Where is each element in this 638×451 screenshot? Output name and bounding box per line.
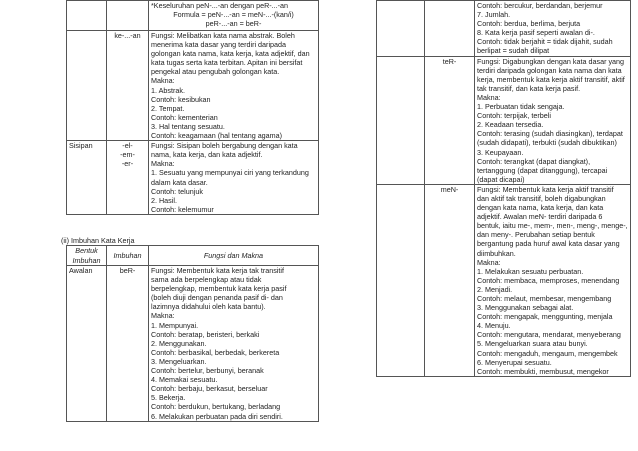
text-line: 2. Menjadi. (477, 284, 513, 294)
text-line: 3. Keupayaan. (477, 147, 524, 157)
text-line: peR-...-an = beR- (205, 19, 262, 29)
header-imbuhan: Imbuhan (107, 246, 149, 266)
text-line: *Keseluruhan peN-...-an dengan peR-...-an (151, 1, 289, 10)
table-row (67, 266, 319, 422)
text-line: 6. Melakukan perbuatan pada diri sendiri. (151, 411, 283, 421)
text-line: berpelengkap, membentuk kata kerja pasif (151, 284, 287, 294)
right-continuation-table (376, 0, 631, 377)
imbuhan-label: -er- (121, 159, 134, 169)
text-line: 1. Melakukan sesuatu perbuatan. (477, 266, 584, 276)
text-line: lazimnya didahului oleh kata bantu). (151, 302, 266, 312)
imbuhan-cell (425, 184, 475, 376)
table-row (67, 141, 319, 215)
text-line: 2. Keadaan tersedia. (477, 120, 544, 130)
text-line: dan meny-. Perubahan setiap bentuk (477, 230, 595, 240)
imbuhan-label: beR- (119, 266, 136, 275)
imbuhan-cell (425, 1, 475, 57)
text-line: 3. Hal tentang sesuatu. (151, 121, 225, 131)
fungsi-makna-cell (475, 184, 631, 376)
fungsi-makna-cell (149, 141, 319, 215)
text-line: Contoh: berdua, berlima, berjuta (477, 19, 581, 29)
text-line: Contoh: terangkat (dapat diangkat), (477, 156, 591, 166)
text-line: adjektif. Awalan meN- terdiri daripada 6 (477, 212, 603, 222)
header-bentuk-imbuhan (67, 246, 107, 266)
text-line: 5. Bekerja. (151, 393, 186, 403)
text-line: Fungsi: Melibatkan kata nama abstrak. Boleh (151, 31, 295, 40)
text-line: Contoh: berdukun, bertukang, berladang (151, 402, 281, 412)
text-line: Contoh: mengaduh, mengaum, mengembek (477, 348, 618, 358)
imbuhan-label: -em- (120, 150, 135, 160)
text-line: Contoh: kementerian (151, 112, 218, 122)
text-line: 1. Mempunyai. (151, 320, 199, 330)
imbuhan-cell (425, 56, 475, 184)
text-line: Fungsi: Sisipan boleh bergabung dengan kata (151, 141, 298, 151)
text-line: 1. Perbuatan tidak sengaja. (477, 102, 565, 112)
text-line: diimbuhkan. (477, 248, 516, 258)
jenis-label: Sisipan (69, 141, 93, 151)
text-line: bentuk, iaitu me-, mem-, men-, meng-, menge-, (477, 221, 628, 231)
text-line: 1. Abstrak. (151, 85, 185, 95)
table-row (67, 31, 319, 141)
text-line: Contoh: bercukur, berdandan, berjemur (477, 1, 603, 10)
imbuhan-label: -el- (122, 141, 133, 151)
text-line: dan aktif tak transitif, boleh digabungkan (477, 193, 606, 203)
text-line: Fungsi: Membentuk kata kerja tak transitif (151, 266, 285, 275)
text-line: 2. Tempat. (151, 103, 185, 113)
text-line: Makna: (477, 92, 501, 102)
kata-kerja-table (66, 245, 319, 422)
imbuhan-cell (107, 266, 149, 422)
imbuhan-label: ke-...-an (114, 31, 141, 40)
imbuhan-label: meN- (440, 184, 459, 194)
text-line: tertanggung (dapat ditanggung), tercapai (477, 165, 608, 175)
text-line: (boleh diuji dengan penanda pasif di- dan (151, 293, 283, 303)
imbuhan-cell (107, 31, 149, 141)
table-row (377, 184, 631, 376)
text-line: Contoh: bertelur, berbunyi, beranak (151, 366, 264, 376)
text-line: 5. Mengeluarkan suara atau bunyi. (477, 339, 588, 349)
text-line: Contoh: mengutara, mendarat, menyeberang (477, 330, 621, 340)
text-line: Contoh: terpijak, terbeli (477, 111, 551, 121)
text-line: 8. Kata kerja pasif seperti awalan di-. (477, 28, 595, 38)
text-line: 3. Menggunakan sebagai alat. (477, 303, 574, 313)
text-line: Makna: (477, 257, 501, 267)
text-line: Contoh: kelemumur (151, 204, 214, 214)
text-line: Makna: (151, 311, 175, 321)
text-line: bergantung pada huruf awal kata dasar yang (477, 239, 620, 249)
text-line: Contoh: beratap, beristeri, berkaki (151, 329, 260, 339)
left-continuation-table (66, 0, 319, 215)
text-line: 4. Memakai sesuatu. (151, 375, 218, 385)
fungsi-makna-cell (149, 1, 319, 31)
section-caption: (ii) Imbuhan Kata Kerja (61, 236, 135, 245)
imbuhan-cell (107, 1, 149, 31)
header-fungsi-makna: Fungsi dan Makna (149, 246, 319, 266)
table-row (377, 56, 631, 184)
text-line: menerima kata dasar yang terdiri daripada (151, 40, 287, 50)
text-line: kata tugas serta kata terbitan. Apitan ini bersifat (151, 58, 303, 68)
text-line: 3. Mengeluarkan. (151, 356, 207, 366)
jenis-cell (377, 56, 425, 184)
text-line: Contoh: berbaju, berkasut, berseluar (151, 384, 268, 394)
text-line: 1. Sesuatu yang mempunyai ciri yang terkandung (151, 168, 309, 178)
text-line: (dapat dicapai) (477, 174, 525, 184)
table-row (67, 1, 319, 31)
fungsi-makna-cell (475, 1, 631, 57)
text-line: berlipat = sudah dilipat (477, 46, 550, 56)
text-line: Makna: (151, 159, 175, 169)
text-line: 4. Menuju. (477, 321, 511, 331)
text-line: Makna: (151, 76, 175, 86)
text-line: 6. Menyerupai sesuatu. (477, 357, 552, 367)
text-line: terdiri daripada golongan kata nama dan kata (477, 65, 622, 75)
table-row (377, 1, 631, 57)
text-line: dalam kata dasar. (151, 177, 208, 187)
text-line: dengan kata nama, kata kerja, dan kata (477, 203, 604, 213)
text-line: Fungsi: Digabungkan dengan kata dasar yang (477, 56, 625, 66)
text-line: Fungsi: Membentuk kata kerja aktif transitif (477, 184, 614, 194)
text-line: Contoh: terasing (sudah diasingkan), terdapat (477, 129, 623, 139)
jenis-cell (67, 266, 107, 422)
text-line: Contoh: membukti, membusut, mengekor (477, 366, 609, 376)
fungsi-makna-cell (149, 266, 319, 422)
header-line: Bentuk (75, 246, 98, 256)
header-line: Imbuhan (72, 255, 101, 265)
text-line: pengekal atau pengubah golongan kata. (151, 67, 280, 77)
jenis-cell (377, 184, 425, 376)
text-line: nama, kata kerja, dan kata adjektif. (151, 150, 263, 160)
jenis-cell (67, 31, 107, 141)
jenis-cell (67, 1, 107, 31)
text-line: Contoh: membaca, memproses, menendang (477, 275, 620, 285)
text-line: 7. Jumlah. (477, 10, 511, 20)
text-line: Contoh: mengapak, menggunting, menjala (477, 312, 613, 322)
jenis-cell (377, 1, 425, 57)
imbuhan-label: teR- (442, 56, 457, 66)
text-line: tak transitif, dan kata kerja pasif. (477, 83, 581, 93)
fungsi-makna-cell (149, 31, 319, 141)
imbuhan-cell (107, 141, 149, 215)
table-header-row (67, 246, 319, 266)
text-line: Contoh: melaut, membesar, mengembang (477, 294, 612, 303)
text-line: Formula = peN-...-an = meN-...-(kan/i) (173, 10, 294, 20)
text-line: Contoh: kesibukan (151, 94, 211, 104)
text-line: golongan kata nama, kata kerja, kata adjektif, dan (151, 49, 310, 59)
text-line: 2. Menggunakan. (151, 338, 207, 348)
text-line: sama ada berpelengkap atau tidak (151, 275, 262, 285)
jenis-cell (67, 141, 107, 215)
text-line: kerja, membentuk kata kerja aktif transitif, aktif (477, 74, 625, 84)
text-line: Contoh: keagamaan (hal tentang agama) (151, 131, 283, 141)
text-line: Contoh: berbasikal, berbedak, berkereta (151, 347, 280, 357)
fungsi-makna-cell (475, 56, 631, 184)
text-line: (sudah didapati), terbukti (sudah dibuktikan) (477, 138, 617, 148)
text-line: 2. Hasil. (151, 195, 177, 205)
text-line: Contoh: telunjuk (151, 186, 203, 196)
text-line: Contoh: tidak berjahit = tidak dijahit, sudah (477, 37, 613, 47)
jenis-label: Awalan (69, 266, 93, 275)
